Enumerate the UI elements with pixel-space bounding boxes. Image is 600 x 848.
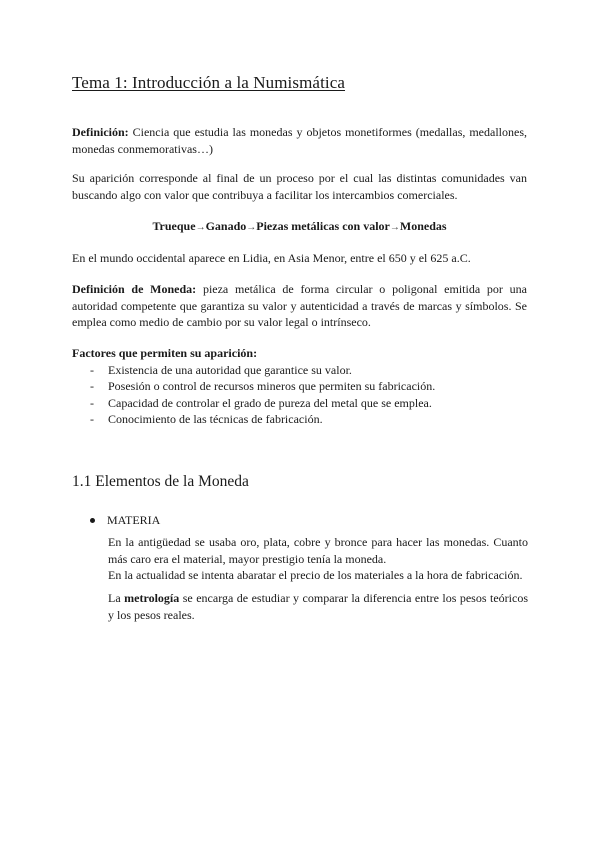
coin-definition-label: Definición de Moneda: bbox=[72, 282, 197, 296]
factors-heading bbox=[72, 345, 527, 362]
list-item: - Posesión o control de recursos mineros que permiten su fabricación. bbox=[72, 378, 527, 395]
metrologia-prefix: La bbox=[108, 591, 125, 605]
definition-text: Ciencia que estudia las monedas y objetos monetiformes (medallas, medallones, monedas conmemorativas…) bbox=[72, 125, 527, 156]
list-item: - Conocimiento de las técnicas de fabricación. bbox=[72, 411, 527, 428]
factors-section bbox=[72, 345, 527, 428]
origin-paragraph: Su aparición corresponde al final de un proceso por el cual las distintas comunidades van buscando algo con valor que contribuya a facilitar los intercambios comerciales. bbox=[72, 171, 527, 202]
materia-line-1: En la antigüedad se usaba oro, plata, cobre y bronce para hacer las monedas. Cuanto más caro era el material, mayor prestigio tenía la moneda. bbox=[108, 535, 528, 566]
bullet-item-materia bbox=[90, 512, 160, 528]
evolution-line bbox=[72, 218, 527, 237]
evolution-step-1: Trueque bbox=[152, 219, 196, 233]
arrow-icon: → bbox=[195, 222, 206, 233]
coin-definition-text: pieza metálica de forma circular o poligonal emitida por una autoridad competente que garantiza su valor y autenticidad a través de marcas y símbolos. Se emplea como medio de cambio por su valor legal o intrínseco. bbox=[72, 282, 527, 329]
page-title: Tema 1: Introducción a la Numismática bbox=[72, 73, 346, 92]
evolution-step-4: Monedas bbox=[399, 219, 447, 233]
metrologia-text: se encarga de estudiar y comparar la diferencia entre los pesos teóricos y los pesos reales. bbox=[108, 591, 528, 622]
metrologia-term: metrología bbox=[124, 591, 180, 605]
list-item: - Existencia de una autoridad que garantice su valor. bbox=[72, 362, 527, 379]
arrow-icon: → bbox=[389, 222, 400, 233]
list-item: - Capacidad de controlar el grado de pureza del metal que se emplea. bbox=[72, 395, 527, 412]
bullet-label: MATERIA bbox=[107, 513, 161, 527]
materia-line-2: En la actualidad se intenta abaratar el precio de los materiales a la hora de fabricación. bbox=[108, 568, 523, 582]
bullet-icon bbox=[90, 518, 95, 523]
lidia-paragraph: En el mundo occidental aparece en Lidia, en Asia Menor, entre el 650 y el 625 a.C. bbox=[72, 251, 471, 265]
definition-paragraph bbox=[72, 124, 527, 157]
factors-list bbox=[72, 362, 527, 428]
definition-label: Definición: bbox=[72, 125, 129, 139]
coin-definition-paragraph bbox=[72, 281, 527, 331]
metrologia-paragraph bbox=[108, 590, 528, 623]
evolution-step-2: Ganado bbox=[205, 219, 247, 233]
factors-heading-text: Factores que permiten su aparición: bbox=[72, 346, 258, 360]
section-heading: 1.1 Elementos de la Moneda bbox=[72, 473, 249, 490]
materia-paragraph bbox=[108, 534, 528, 584]
evolution-step-3: Piezas metálicas con valor bbox=[256, 219, 390, 233]
arrow-icon: → bbox=[246, 222, 257, 233]
